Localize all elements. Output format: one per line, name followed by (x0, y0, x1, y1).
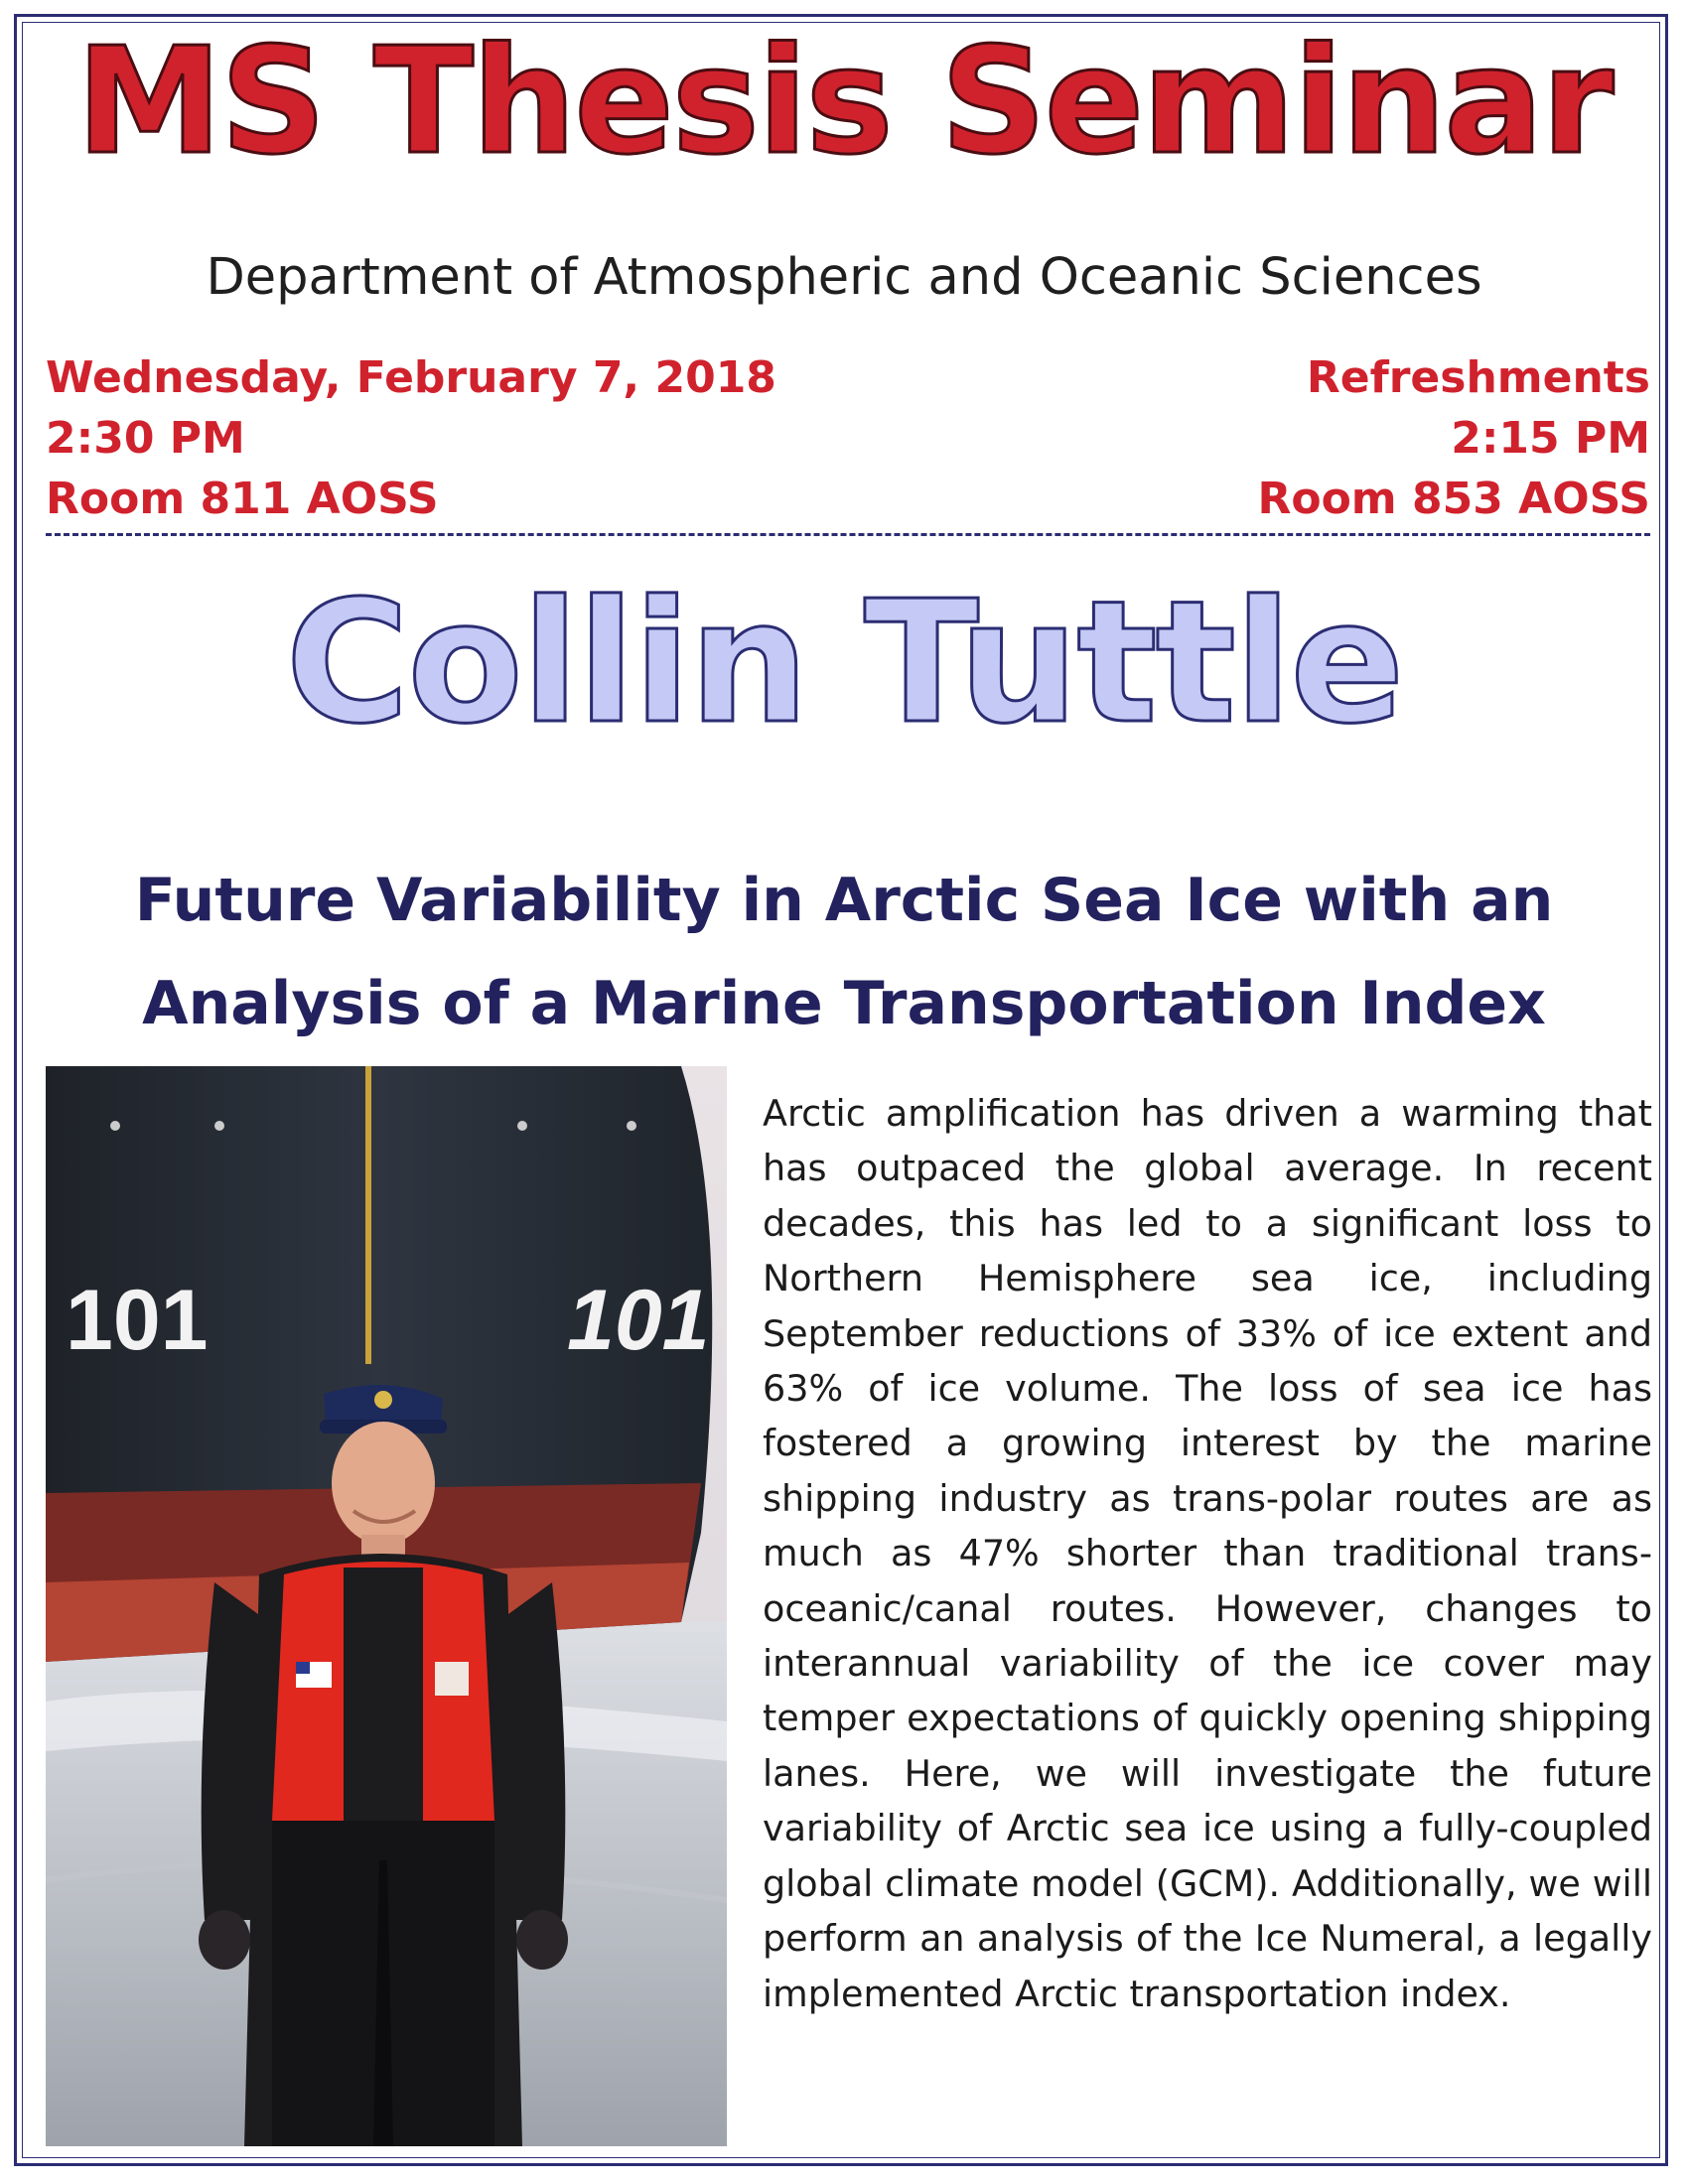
refreshments-details (1257, 347, 1650, 529)
department-name: Department of Atmospheric and Oceanic Sciences (206, 248, 1482, 307)
refreshments-time: 2:15 PM (1451, 413, 1650, 464)
hull-number-left: 101 (66, 1273, 209, 1368)
talk-title-line-2: Analysis of a Marine Transportation Index (142, 969, 1546, 1038)
abstract-text: Arctic amplification has driven a warming that has outpaced the global average. In recent decades, this has led to a significant loss to Northern Hemisphere sea ice, including September reductions of 33% of ice extent and 63% of ice volume. The loss of sea ice has fostered a growing interest by the marine shipping industry as trans-polar routes are as much as 47% shorter than traditional trans-oceanic/canal routes. However, changes to interannual variability of the ice cover may temper expectations of quickly opening shipping lanes. Here, we will investigate the future variability of Arctic sea ice using a fully-coupled global climate model (GCM). Additionally, we will perform an analysis of the Ice Numeral, a legally implemented Arctic transportation index. (763, 1092, 1652, 2015)
event-date: Wednesday, February 7, 2018 (46, 352, 776, 403)
refreshments-label: Refreshments (1306, 352, 1650, 403)
talk-title (0, 849, 1688, 1055)
hull-number-right: 101 (567, 1273, 710, 1368)
event-time: 2:30 PM (46, 413, 245, 464)
event-room: Room 811 AOSS (46, 474, 439, 524)
event-details (46, 347, 776, 529)
dashed-divider (46, 533, 1650, 536)
seminar-title: MS Thesis Seminar (75, 16, 1613, 187)
speaker-photo (46, 1066, 727, 2146)
talk-title-line-1: Future Variability in Arctic Sea Ice with an (134, 866, 1554, 935)
speaker-name: Collin Tuttle (285, 565, 1403, 761)
refreshments-room: Room 853 AOSS (1257, 474, 1650, 524)
